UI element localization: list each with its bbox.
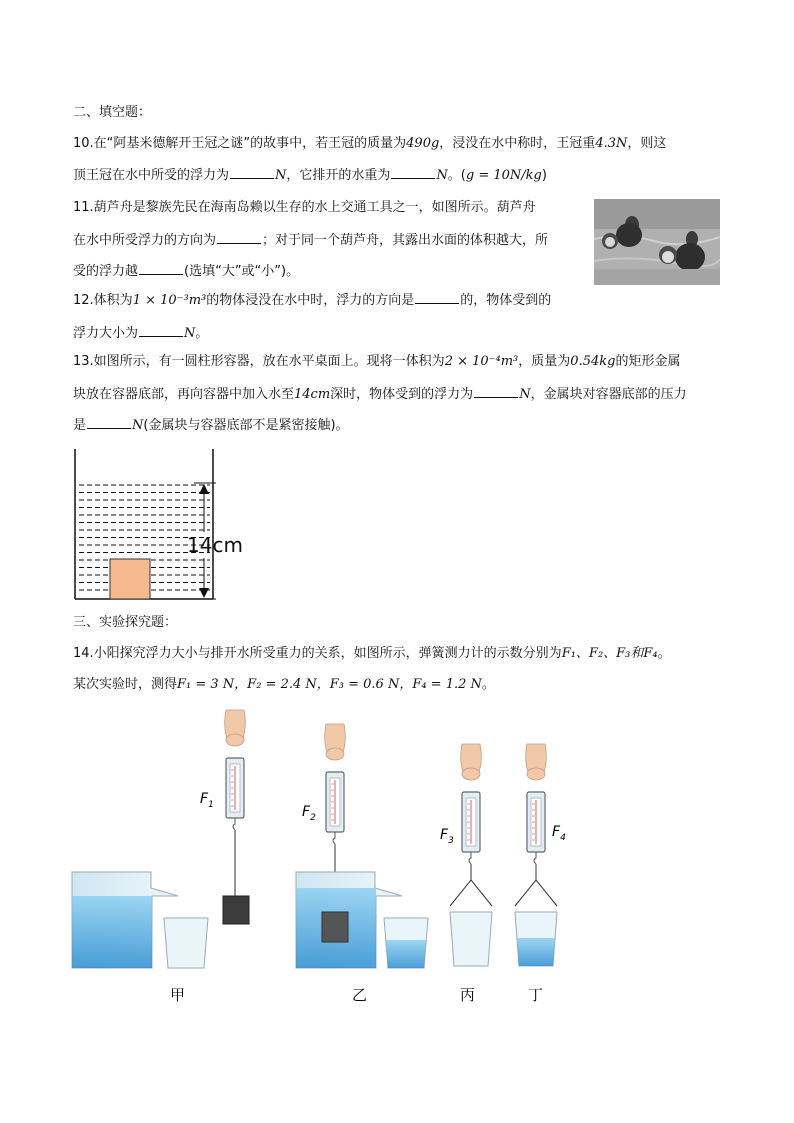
q13-text: 深时，物体受到的浮力为 [330,387,474,402]
question-11-line-3 [73,261,299,281]
force-label-f3: $F_3$ [440,827,454,846]
question-13-line-2 [73,384,687,404]
q13-depth: 14cm [294,387,331,402]
answer-blank[interactable] [87,415,131,429]
container-diagram [70,444,270,606]
q11-text: (选填“大”或“小”)。 [184,264,300,279]
gourd-boat-image [594,199,720,285]
gravity-constant: g = 10N/kg [465,168,542,183]
q10-weight: 4.3N [595,136,628,151]
answer-blank[interactable] [474,384,518,398]
q10-text: ，它排开的水重为 [286,168,391,183]
setup-bing [450,744,492,966]
spring-scale [226,758,244,830]
force-label-f1: $F_1$ [200,791,214,810]
question-12-line-2 [73,323,208,343]
experiment-figure [66,700,586,1010]
q14-text: 某次实验时，测得 [73,677,178,692]
answer-blank[interactable] [415,290,459,304]
q14-forces: F₁、F₂、F₃和F₄ [561,646,658,661]
small-beaker [164,918,208,968]
unit: N [275,168,287,183]
q13-text: ，金属块对容器底部的压力 [530,387,687,402]
q13-text: 的矩形金属 [615,354,681,369]
unit: N [436,168,448,183]
spring-scale [462,792,480,864]
q10-text: 。( [447,168,466,183]
q11-text: 受的浮力越 [73,264,139,279]
question-12-line-1 [73,290,551,310]
q12-text: 的，物体受到的 [460,293,552,308]
answer-blank[interactable] [139,261,183,275]
metal-block [322,912,348,942]
spring-scale [326,772,344,844]
question-11-line-2 [73,230,548,250]
unit: N [184,326,196,341]
q13-text: (金属块与容器底部不是紧密接触)。 [143,418,349,433]
q13-volume: 2 × 10⁻⁴m³ [444,354,519,369]
force-label-f2: $F_2$ [302,804,316,823]
q14-text: 。 [481,677,495,692]
unit: N [132,418,144,433]
question-13-line-3 [73,415,349,435]
spring-scale [527,792,545,864]
q10-text: ) [541,168,547,183]
answer-blank[interactable] [139,323,183,337]
question-14-line-1 [73,645,671,663]
force-label-f4: $F_4$ [552,824,566,843]
answer-blank[interactable] [391,165,435,179]
q12-text: 。 [195,326,209,341]
q13-mass: 0.54kg [570,354,616,369]
q11-text: 在水中所受浮力的方向为 [73,233,217,248]
q10-text: ，浸没在水中称时，王冠重 [439,136,596,151]
q13-text: 是 [73,418,87,433]
question-11-line-1: 11.葫芦舟是黎族先民在海南岛赖以生存的水上交通工具之一，如图所示。葫芦舟 [73,200,536,215]
answer-blank[interactable] [217,230,261,244]
q13-text: ，质量为 [518,354,571,369]
setup-jia [72,710,249,968]
setup-yi [296,724,428,968]
empty-beaker [450,912,492,966]
question-10-line-1 [73,135,666,153]
question-10-line-2 [73,165,547,185]
question-14-line-2 [73,676,495,694]
q11-text: ；对于同一个葫芦舟，其露出水面的体积越大，所 [262,233,549,248]
caption-bing: 丙 [460,986,476,1004]
hand-icon [325,724,346,760]
hand-icon [461,744,482,780]
section-2-title: 二、填空题： [73,105,152,120]
q12-volume: 1 × 10⁻³m³ [132,293,207,308]
q10-text: 10.在“阿基米德解开王冠之谜”的故事中，若王冠的质量为 [73,136,407,151]
caption-yi: 乙 [352,986,368,1004]
caption-ding: 丁 [528,986,544,1004]
depth-label: 14cm [187,533,243,557]
gourd-boat-photo [594,199,720,285]
q13-text: 13.如图所示，有一圆柱形容器，放在水平桌面上。现将一体积为 [73,354,445,369]
hand-icon [526,744,547,780]
q14-text: 14.小阳探究浮力大小与排开水所受重力的关系，如图所示，弹簧测力计的示数分别为 [73,646,562,661]
unit: N [519,387,531,402]
metal-block [223,896,249,924]
answer-blank[interactable] [230,165,274,179]
caption-jia: 甲 [170,986,186,1004]
q12-text: 12.体积为 [73,293,133,308]
question-13-line-1 [73,353,680,371]
q10-text: 顶王冠在水中所受的浮力为 [73,168,230,183]
q10-mass: 490g [406,136,440,151]
q12-text: 的物体浸没在水中时，浮力的方向是 [206,293,415,308]
section-3-title: 三、实验探究题： [73,615,178,630]
q12-text: 浮力大小为 [73,326,139,341]
metal-block [110,559,150,599]
q10-text: ，则这 [627,136,667,151]
q14-values: F₁ = 3 N，F₂ = 2.4 N，F₃ = 0.6 N，F₄ = 1.2 N [177,677,482,692]
setup-ding [515,744,557,966]
q13-text: 块放在容器底部，再向容器中加入水至 [73,387,295,402]
hand-icon [225,710,246,746]
q14-text: 。 [657,646,671,661]
